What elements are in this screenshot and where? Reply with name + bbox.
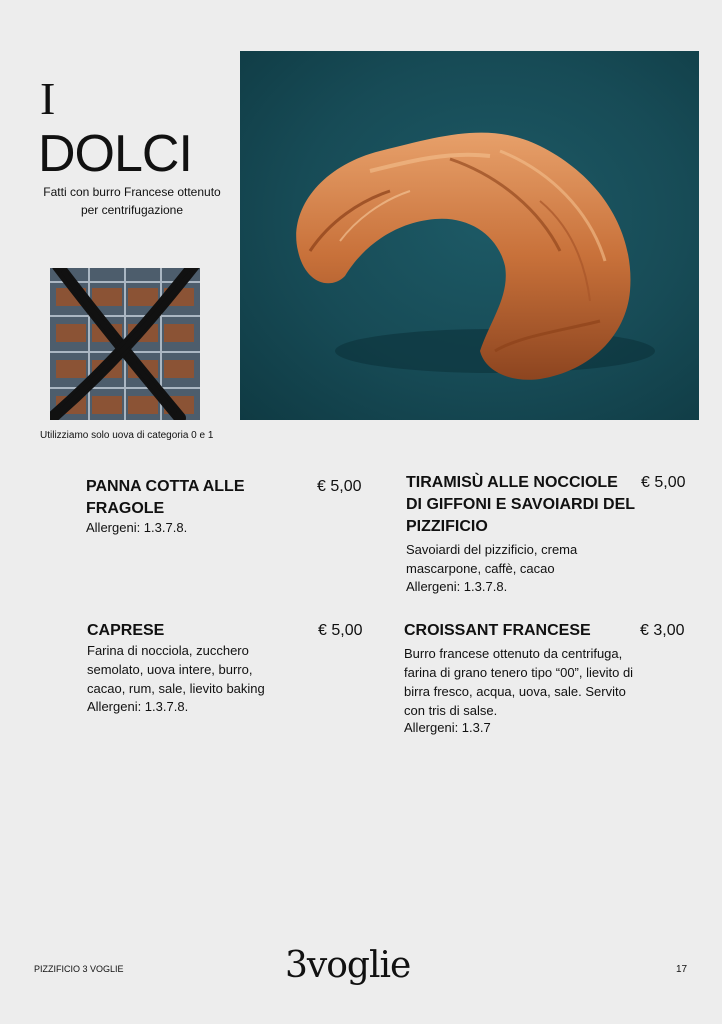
menu-item-name: CAPRESE: [87, 622, 165, 639]
menu-item-price: € 5,00: [318, 622, 363, 639]
menu-item-description: Farina di nocciola, zucchero semolato, uova intere, burro, cacao, rum, sale, lievito baking: [87, 643, 265, 696]
caged-hens-photo: [50, 268, 200, 420]
menu-item-price: € 3,00: [640, 622, 685, 639]
page-title-line-2: DOLCI: [38, 125, 192, 183]
menu-item-description: Savoiardi del pizzificio, crema mascarpone, caffè, cacao: [406, 542, 578, 576]
page-title-line-1: I: [40, 73, 56, 124]
eggs-caption: Utilizziamo solo uova di categoria 0 e 1: [40, 430, 214, 441]
page-subtitle: Fatti con burro Francese ottenuto per centrifugazione: [43, 185, 221, 217]
menu-item-name: PANNA COTTA ALLE FRAGOLE: [86, 478, 245, 517]
brand-logo: 3voglie: [285, 945, 411, 986]
menu-item-price: € 5,00: [641, 474, 686, 491]
menu-item-name: CROISSANT FRANCESE: [404, 622, 591, 639]
menu-item-allergens: Allergeni: 1.3.7.8.: [86, 520, 188, 535]
footer-restaurant-name: PIZZIFICIO 3 VOGLIE: [34, 964, 124, 974]
menu-item-description: Burro francese ottenuto da centrifuga, farina di grano tenero tipo “00”, lievito di birra fresco, acqua, uova, sale. Servito con tris di salse.: [404, 646, 634, 718]
croissant-photo: [240, 51, 699, 420]
menu-item-price: € 5,00: [317, 478, 362, 495]
menu-item-allergens: Allergeni: 1.3.7.8.: [406, 579, 508, 594]
menu-item-allergens: Allergeni: 1.3.7.8.: [87, 699, 189, 714]
crossed-out-cage-icon: [50, 268, 200, 420]
page-number: 17: [676, 964, 688, 975]
croissant-illustration: [240, 51, 699, 420]
menu-item-name: TIRAMISÙ ALLE NOCCIOLE DI GIFFONI E SAVOIARDI DEL PIZZIFICIO: [406, 474, 635, 535]
menu-item-allergens: Allergeni: 1.3.7: [404, 720, 491, 735]
